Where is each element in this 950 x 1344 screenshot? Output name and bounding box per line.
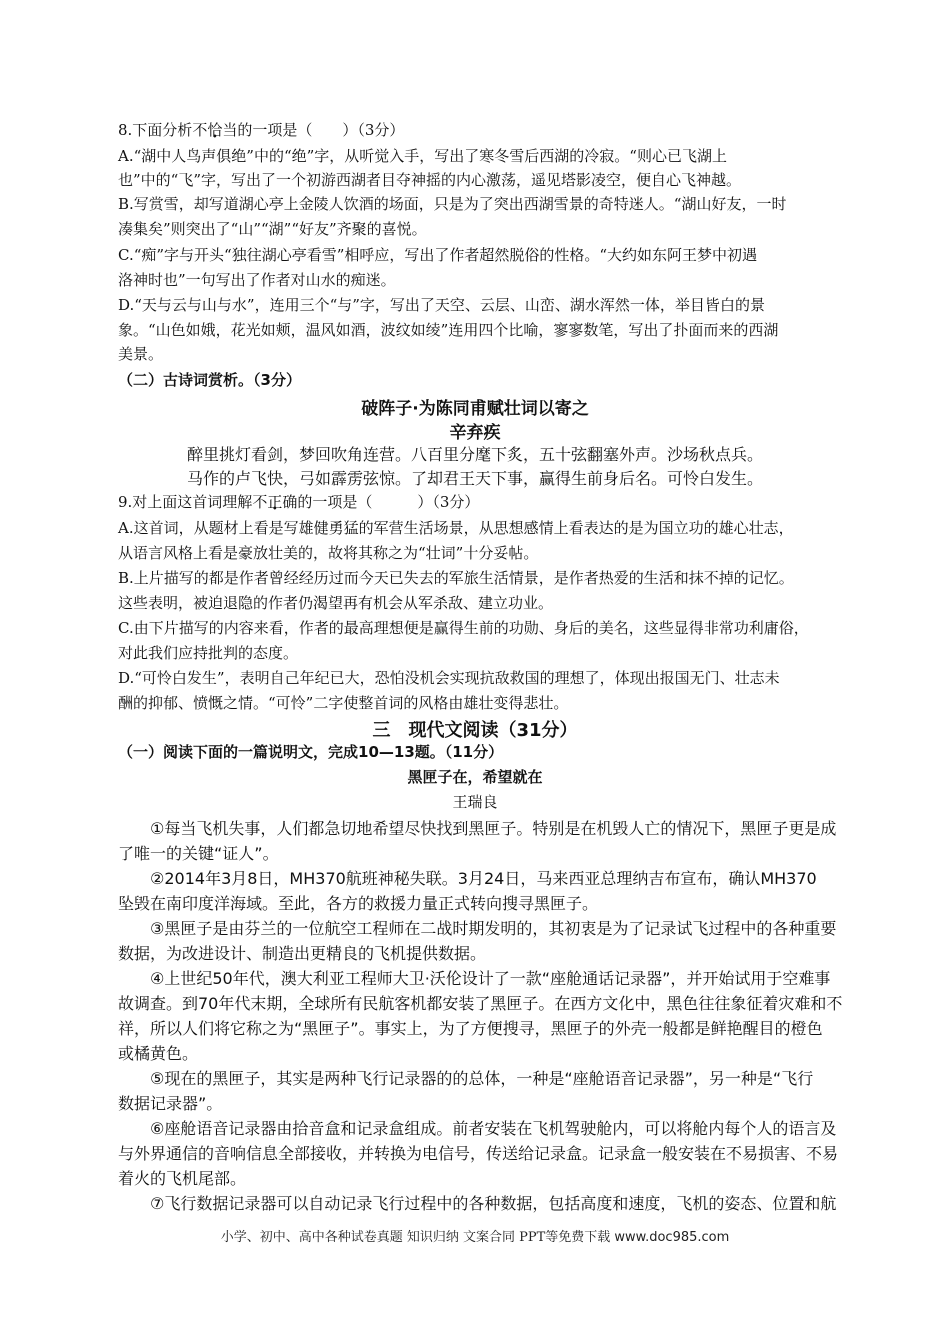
q9-option-b-line2: 这些表明，被迫退隐的作者仍渴望再有机会从军杀敌、建立功业。	[118, 594, 554, 612]
q9-option-a-line2: 从语言风格上看是豪放壮美的，故将其称之为“壮词”十分妥帖。	[118, 544, 539, 562]
section3-subheading: （一）阅读下面的一篇说明文，完成10—13题。（11分）	[118, 743, 504, 761]
page-footer	[0, 1226, 950, 1245]
q9-stem	[118, 490, 479, 514]
article-p6-line2: 与外界通信的音响信息全部接收，并转换为电信号，传送给记录盒。记录盒一般安装在不易损害、不易	[118, 1144, 839, 1163]
q9-stem-pre: 9.对上面这首词理解	[118, 493, 253, 511]
article-author: 王瑞良	[452, 793, 498, 811]
article-p3-line1: ③黑匣子是由芬兰的一位航空工程师在二战时期发明的，其初衷是为了记录试飞过程中的各种重要	[150, 919, 837, 938]
article-p5-line2: 数据记录器”。	[118, 1094, 223, 1113]
q9-option-c-line1: C.由下片描写的内容来看，作者的最高理想便是赢得生前的功勋、身后的美名，这些显得非常功利庸俗，	[118, 619, 809, 637]
article-p4-line1: ④上世纪50年代，澳大利亚工程师大卫·沃伦设计了一款“座舱通话记录器”，并开始试用于空难事	[150, 969, 831, 988]
poem-title: 破阵子·为陈同甫赋壮词以寄之	[361, 399, 589, 419]
article-p1-line1: ①每当飞机失事，人们都急切地希望尽快找到黑匣子。特别是在机毁人亡的情况下，黑匣子更是成	[150, 819, 837, 838]
poem-line-2: 马作的卢飞快，弓如霹雳弦惊。了却君王天下事，赢得生前身后名。可怜白发生。	[186, 469, 763, 488]
article-p4-line4: 或橘黄色。	[118, 1044, 199, 1063]
article-p2-line1: ②2014年3月8日，MH370航班神秘失联。3月24日，马来西亚总理纳吉布宣布，确认MH370	[150, 869, 817, 888]
q9-option-b-line1: B.上片描写的都是作者曾经经历过而今天已失去的军旅生活情景，是作者热爱的生活和抹不掉的记忆。	[118, 569, 794, 587]
article-p1-line2: 了唯一的关键“证人”。	[118, 844, 279, 863]
article-title: 黑匣子在，希望就在	[407, 768, 543, 786]
q8-option-d-line2: 象。“山色如娥，花光如颊，温风如酒，波纹如绫”连用四个比喻，寥寥数笔，写出了扑面而来的西湖	[118, 321, 779, 339]
article-p6-line1: ⑥座舱语音记录器由拾音盒和记录盒组成。前者安装在飞机驾驶舱内，可以将舱内每个人的语言及	[150, 1119, 837, 1138]
q8-option-a-line2: 也”中的“飞”字，写出了一个初游西湖者目夺神摇的内心激荡，遥见塔影凌空，便自心飞神越。	[118, 171, 742, 189]
footer-text: 小学、初中、高中各种试卷真题 知识归纳 文案合同 PPT等免费下载	[220, 1230, 611, 1245]
article-p5-line1: ⑤现在的黑匣子，其实是两种飞行记录器的的总体，一种是“座舱语音记录器”，另一种是“飞行	[150, 1069, 814, 1088]
q9-option-a-line1: A.这首词，从题材上看是写雄健勇猛的军营生活场景，从思想感情上看表达的是为国立功的雄心壮志，	[118, 519, 794, 537]
poem-line-1: 醉里挑灯看剑，梦回吹角连营。八百里分麾下炙，五十弦翻塞外声。沙场秋点兵。	[186, 445, 763, 464]
article-p3-line2: 数据，为改进设计、制造出更精良的飞机提供数据。	[118, 944, 487, 963]
q8-option-c-line1: C.“痴”字与开头“独往湖心亭看雪”相呼应，写出了作者超然脱俗的性格。“大约如东阿王梦中初遇	[118, 246, 758, 264]
article-p6-line3: 着火的飞机尾部。	[118, 1169, 247, 1188]
poem-author: 辛弃疾	[449, 423, 501, 443]
q9-option-c-line2: 对此我们应持批判的态度。	[118, 644, 299, 662]
q8-option-d-line1: D.“天与云与山与水”，连用三个“与”字，写出了天空、云层、山峦、湖水浑然一体，举目皆白的景	[118, 296, 765, 314]
article-p4-line3: 祥，所以人们将它称之为“黑匣子”。事实上，为了方便搜寻，黑匣子的外壳一般都是鲜艳醒目的橙色	[118, 1019, 823, 1038]
footer-url[interactable]: www.doc985.com	[614, 1230, 730, 1245]
q9-option-d-line1: D.“可怜白发生”，表明自己年纪已大，恐怕没机会实现抗敌救国的理想了，体现出报国无门、壮志未	[118, 669, 780, 687]
article-p7-line1: ⑦飞行数据记录器可以自动记录飞行过程中的各种数据，包括高度和速度，飞机的姿态、位置和航	[150, 1194, 837, 1213]
q8-option-c-line2: 洛神时也”一句写出了作者对山水的痴迷。	[118, 271, 396, 289]
q9-stem-post: 的一项是（ ）（3分）	[297, 493, 480, 511]
q8-stem-post: 的一项是（ ）（3分）	[237, 121, 405, 139]
q8-stem	[118, 118, 404, 142]
q9-stem-emphasis: 不正确	[252, 493, 298, 511]
q9-option-d-line2: 酬的抑郁、愤慨之情。“可怜”二字使整首词的风格由雄壮变得悲壮。	[118, 694, 569, 712]
article-p4-line2: 故调查。到70年代末期，全球所有民航客机都安装了黑匣子。在西方文化中，黑色往往象征着灾难和不	[118, 994, 843, 1013]
q8-option-d-line3: 美景。	[118, 345, 164, 363]
section2-heading: （二）古诗词赏析。（3分）	[118, 371, 301, 389]
article-p2-line2: 坠毁在南印度洋海域。至此，各方的救援力量正式转向搜寻黑匣子。	[118, 894, 599, 913]
q8-option-b-line2: 凑集矣”则突出了“山”“湖”“好友”齐聚的喜悦。	[118, 220, 427, 238]
q8-stem-emphasis: 不恰当	[192, 121, 238, 139]
section3-heading: 三 现代文阅读（31分）	[372, 720, 578, 741]
q8-stem-pre: 8.下面分析	[118, 121, 193, 139]
q8-option-b-line1: B.写赏雪，却写道湖心亭上金陵人饮酒的场面，只是为了突出西湖雪景的奇特迷人。“湖山好友，一时	[118, 195, 787, 213]
q8-option-a-line1: A.“湖中人鸟声俱绝”中的“绝”字，从听觉入手，写出了寒冬雪后西湖的冷寂。“则心已飞湖上	[118, 147, 727, 165]
